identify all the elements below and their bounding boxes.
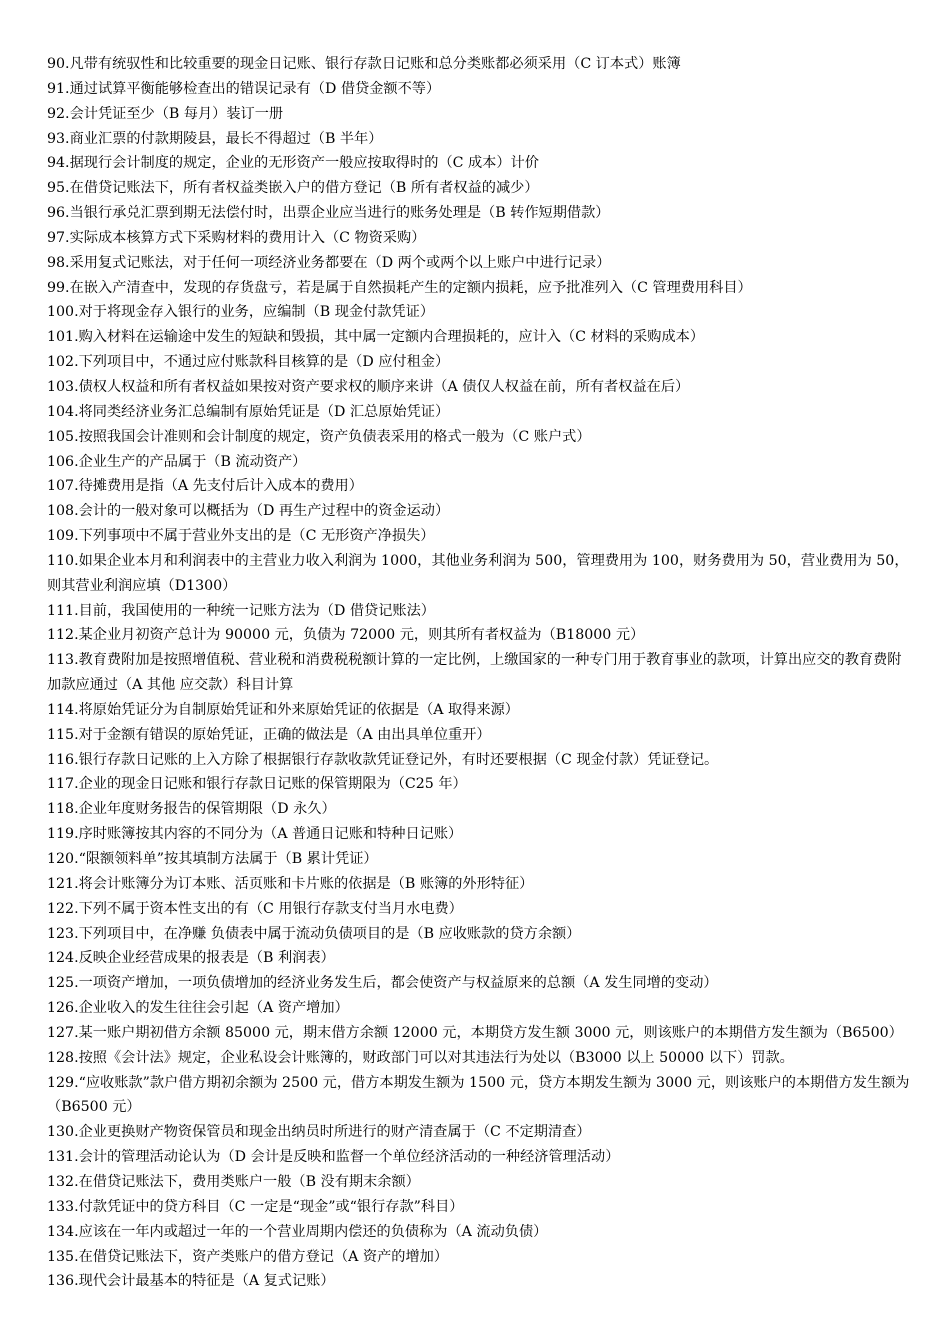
question-item: 103.债权人权益和所有者权益如果按对资产要求权的顺序来讲（A 债仅人权益在前，所有者权益在后） (47, 378, 690, 395)
question-item: 108.会计的一般对象可以概括为（D 再生产过程中的资金运动） (47, 503, 450, 520)
question-item: 92.会计凭证至少（B 每月）装订一册 (47, 105, 284, 122)
question-item: 106.企业生产的产品属于（B 流动资产） (47, 453, 307, 470)
question-item: 130.企业更换财产物资保管员和现金出纳员时所进行的财产清查属于（C 不定期清查） (47, 1124, 591, 1141)
question-item: 120.“限额领料单”按其填制方法属于（B 累计凭证） (47, 851, 378, 867)
question-item: 104.将同类经济业务汇总编制有原始凭证是（D 汇总原始凭证） (47, 403, 450, 420)
question-item: 135.在借贷记账法下，资产类账户的借方登记（A 资产的增加） (47, 1248, 449, 1265)
question-item: 114.将原始凭证分为自制原始凭证和外来原始凭证的依据是（A 取得来源） (47, 701, 519, 718)
question-item: 91.通过试算平衡能够检查出的错误记录有（D 借贷金额不等） (47, 80, 441, 97)
question-item: 121.将会计账簿分为订本账、活页账和卡片账的依据是（B 账簿的外形特征） (47, 875, 534, 892)
question-item: 102.下列项目中，不通过应付账款科目核算的是（D 应付租金） (47, 354, 450, 371)
question-item: 136.现代会计最基本的特征是（A 复式记账） (47, 1273, 335, 1290)
question-item: 109.下列事项中不属于营业外支出的是（C 无形资产净损失） (47, 528, 435, 545)
question-item: 127.某一账户期初借方余额 85000 元，期末借方余额 12000 元，本期贷方发生额 3000 元，则该账户的本期借方发生额为（B6500） (47, 1024, 903, 1041)
question-item: 117.企业的现金日记账和银行存款日记账的保管期限为（C25 年） (47, 776, 467, 793)
question-item: 100.对于将现金存入银行的业务，应编制（B 现金付款凭证） (47, 304, 435, 321)
question-item: 131.会计的管理活动论认为（D 会计是反映和监督一个单位经济活动的一种经济管理活动） (47, 1149, 620, 1166)
question-item: 96.当银行承兑汇票到期无法偿付时，出票企业应当进行的账务处理是（B 转作短期借款） (47, 205, 610, 222)
question-item: 133.付款凭证中的贷方科目（C 一定是“现金”或“银行存款”科目） (47, 1198, 464, 1215)
question-item: 115.对于金额有错误的原始凭证，正确的做法是（A 由出具单位重开） (47, 726, 491, 743)
question-item: 90.凡带有统驭性和比较重要的现金日记账、银行存款日记账和总分类账都必须采用（C 订本式）账簿 (47, 56, 681, 72)
question-item: 113.教育费附加是按照增值税、营业税和消费税税额计算的一定比例，上缴国家的一种专门用于教育事业的款项，计算出应交的教育费附加款应通过（A 其他 应交款）科目计算 (47, 652, 902, 694)
question-item: 98.采用复式记账法，对于任何一项经济业务都要在（D 两个或两个以上账户中进行记录） (47, 254, 611, 271)
question-item: 129.“应收账款”款户借方期初余额为 2500 元，借方本期发生额为 1500 元，贷方本期发生额为 3000 元，则该账户的本期借方发生额为（B6500 元） (47, 1074, 910, 1116)
question-item: 116.银行存款日记账的上入方除了根据银行存款收款凭证登记外，有时还要根据（C 现金付款）凭证登记。 (47, 751, 719, 768)
question-item: 134.应该在一年内或超过一年的一个营业周期内偿还的负债称为（A 流动负债） (47, 1223, 548, 1240)
question-item: 118.企业年度财务报告的保管期限（D 永久） (47, 801, 336, 818)
question-item: 93.商业汇票的付款期陵县，最长不得超过（B 半年） (47, 130, 383, 147)
question-item: 128.按照《会计法》规定，企业私设会计账簿的，财政部门可以对其违法行为处以（B3000 以上 50000 以下）罚款。 (47, 1049, 794, 1066)
question-item: 132.在借贷记账法下，费用类账户一般（B 没有期末余额） (47, 1173, 420, 1190)
question-list (47, 52, 910, 1294)
question-item: 107.待摊费用是指（A 先支付后计入成本的费用） (47, 478, 363, 495)
question-item: 110.如果企业本月和利润表中的主营业力收入利润为 1000，其他业务利润为 500，管理费用为 100，财务费用为 50，营业费用为 50，则其营业利润应填（D1300） (47, 552, 909, 594)
question-item: 119.序时账簿按其内容的不同分为（A 普通日记账和特种日记账） (47, 826, 463, 843)
question-item: 111.目前，我国使用的一种统一记账方法为（D 借贷记账法） (47, 602, 435, 619)
question-item: 122.下列不属于资本性支出的有（C 用银行存款支付当月水电费） (47, 900, 463, 917)
question-item: 99.在嵌入产清查中，发现的存货盘亏，若是属于自然损耗产生的定额内损耗，应予批准列入（C 管理费用科目） (47, 279, 752, 296)
question-item: 124.反映企业经营成果的报表是（B 利润表） (47, 950, 335, 967)
question-item: 95.在借贷记账法下，所有者权益类嵌入户的借方登记（B 所有者权益的减少） (47, 180, 539, 197)
question-item: 112.某企业月初资产总计为 90000 元，负债为 72000 元，则其所有者权益为（B18000 元） (47, 627, 645, 644)
question-item: 123.下列项目中，在净赚 负债表中属于流动负债项目的是（B 应收账款的贷方余额） (47, 925, 581, 942)
question-item: 97.实际成本核算方式下采购材料的费用计入（C 物资采购） (47, 229, 426, 246)
question-item: 126.企业收入的发生往往会引起（A 资产增加） (47, 1000, 349, 1017)
question-item: 125.一项资产增加，一项负债增加的经济业务发生后，都会使资产与权益原来的总额（A 发生同增的变动） (47, 975, 718, 992)
question-item: 105.按照我国会计准则和会计制度的规定，资产负债表采用的格式一般为（C 账户式） (47, 428, 591, 445)
question-item: 94.据现行会计制度的规定，企业的无形资产一般应按取得时的（C 成本）计价 (47, 155, 539, 172)
question-item: 101.购入材料在运输途中发生的短缺和毁损，其中属一定额内合理损耗的，应计入（C 材料的采购成本） (47, 329, 705, 346)
